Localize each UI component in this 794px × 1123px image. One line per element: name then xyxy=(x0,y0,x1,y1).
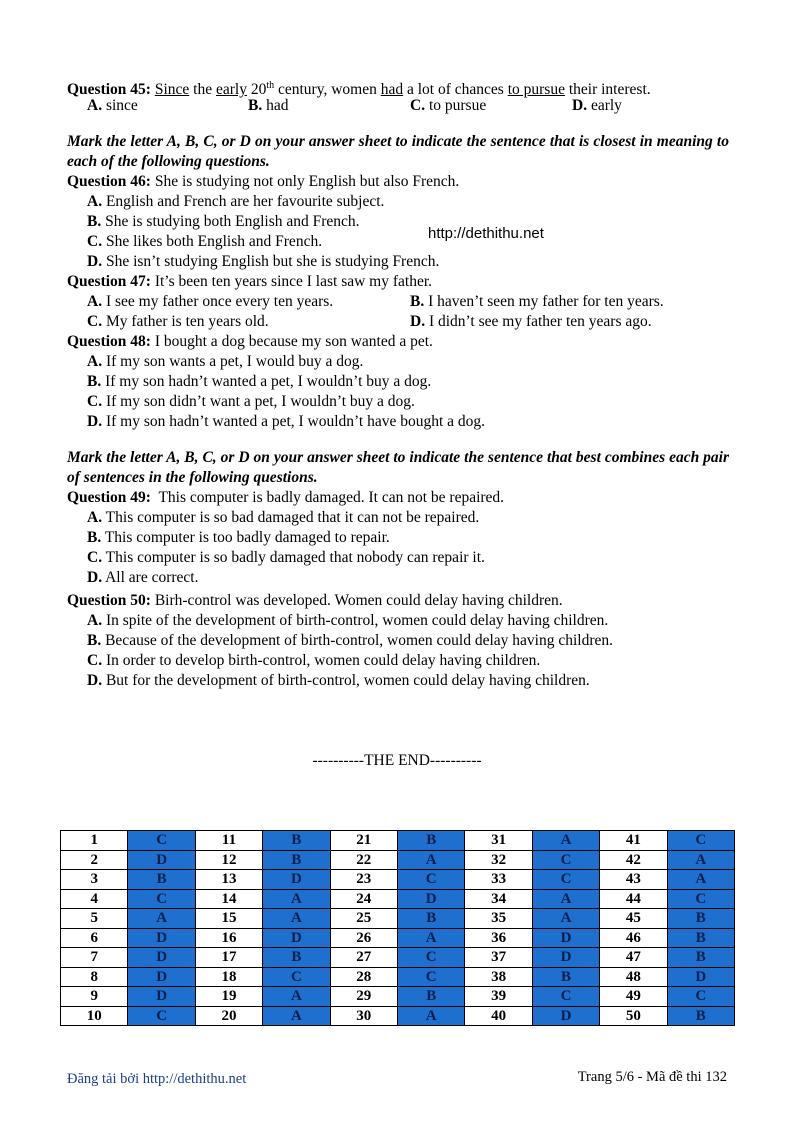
answer-letter-cell: C xyxy=(667,889,734,909)
option-text: D. early xyxy=(572,97,622,114)
option-c: C. If my son didn’t want a pet, I wouldn’t buy a dog. xyxy=(87,393,415,410)
question-number-cell: 33 xyxy=(465,870,532,890)
option-a: A. In spite of the development of birth-control, women could delay having children. xyxy=(87,612,609,629)
option-d xyxy=(572,96,622,116)
option-a: A. English and French are her favourite subject. xyxy=(87,193,385,210)
question-number-cell: 50 xyxy=(600,1006,667,1026)
answer-letter-cell: C xyxy=(263,967,330,987)
exam-page xyxy=(67,76,729,691)
question-number-cell: 10 xyxy=(61,1006,128,1026)
answer-letter-cell: A xyxy=(532,909,599,929)
option-a: A. I see my father once every ten years. xyxy=(87,293,334,310)
question-text: She is studying not only English but also French. xyxy=(150,173,460,190)
answer-letter-cell: C xyxy=(532,987,599,1007)
question-47 xyxy=(67,272,729,292)
question-number-cell: 32 xyxy=(465,850,532,870)
question-number-cell: 1 xyxy=(61,831,128,851)
answer-letter-cell: B xyxy=(398,909,465,929)
answer-row xyxy=(61,967,735,987)
answer-letter-cell: A xyxy=(532,831,599,851)
answer-letter-cell: C xyxy=(128,1006,195,1026)
question-number-cell: 13 xyxy=(195,870,262,890)
answer-letter-cell: C xyxy=(398,948,465,968)
question-text: century, women xyxy=(274,81,381,99)
question-number-cell: 2 xyxy=(61,850,128,870)
question-number-cell: 4 xyxy=(61,889,128,909)
answer-row xyxy=(61,850,735,870)
answer-letter-cell: D xyxy=(532,928,599,948)
question-number-cell: 8 xyxy=(61,967,128,987)
question-text: This computer is badly damaged. It can not be repaired. xyxy=(150,489,505,506)
question-number-cell: 16 xyxy=(195,928,262,948)
question-number-cell: 47 xyxy=(600,948,667,968)
answer-letter-cell: B xyxy=(398,831,465,851)
answer-key-table xyxy=(60,830,735,1026)
answer-letter-cell: A xyxy=(263,909,330,929)
question-45 xyxy=(67,76,729,99)
answer-letter-cell: B xyxy=(667,928,734,948)
option-a: A. If my son wants a pet, I would buy a dog. xyxy=(87,353,364,370)
question-text: I bought a dog because my son wanted a pet. xyxy=(150,333,433,350)
question-number-cell: 9 xyxy=(61,987,128,1007)
question-label: Question 47: xyxy=(67,273,151,290)
question-label: Question 49: xyxy=(67,489,151,506)
question-number-cell: 42 xyxy=(600,850,667,870)
answer-letter-cell: B xyxy=(263,831,330,851)
answer-letter-cell: B xyxy=(532,967,599,987)
answer-letter-cell: A xyxy=(263,987,330,1007)
question-number-cell: 29 xyxy=(330,987,397,1007)
answer-row xyxy=(61,948,735,968)
question-number-cell: 19 xyxy=(195,987,262,1007)
section-instruction: Mark the letter A, B, C, or D on your answer sheet to indicate the sentence that best combines each pair of sentences in the following questions. xyxy=(67,449,729,486)
answer-letter-cell: D xyxy=(128,967,195,987)
option-b: B. If my son hadn’t wanted a pet, I wouldn’t buy a dog. xyxy=(87,373,432,390)
question-number-cell: 38 xyxy=(465,967,532,987)
question-number-cell: 41 xyxy=(600,831,667,851)
answer-letter-cell: C xyxy=(398,870,465,890)
option-d: D. But for the development of birth-control, women could delay having children. xyxy=(87,672,590,689)
question-number-cell: 44 xyxy=(600,889,667,909)
underlined-word: to pursue xyxy=(507,81,565,99)
question-number-cell: 27 xyxy=(330,948,397,968)
answer-letter-cell: A xyxy=(667,850,734,870)
answer-letter-cell: A xyxy=(263,889,330,909)
question-number-cell: 26 xyxy=(330,928,397,948)
question-text: their interest. xyxy=(564,81,651,99)
answer-letter-cell: C xyxy=(128,831,195,851)
answer-letter-cell: B xyxy=(263,850,330,870)
question-number-cell: 45 xyxy=(600,909,667,929)
answer-row xyxy=(61,928,735,948)
answer-letter-cell: C xyxy=(532,850,599,870)
answer-letter-cell: D xyxy=(667,967,734,987)
question-number-cell: 22 xyxy=(330,850,397,870)
answer-letter-cell: D xyxy=(263,870,330,890)
option-d: D. She isn’t studying English but she is studying French. xyxy=(87,253,440,270)
answer-letter-cell: D xyxy=(532,1006,599,1026)
question-number-cell: 11 xyxy=(195,831,262,851)
the-end-marker: ----------THE END---------- xyxy=(312,752,482,769)
question-text: a lot of chances xyxy=(403,81,508,99)
question-number-cell: 23 xyxy=(330,870,397,890)
option-a xyxy=(87,96,248,116)
answer-row xyxy=(61,909,735,929)
question-number-cell: 14 xyxy=(195,889,262,909)
answer-letter-cell: A xyxy=(532,889,599,909)
answer-letter-cell: D xyxy=(532,948,599,968)
answer-letter-cell: B xyxy=(667,948,734,968)
option-c: C. My father is ten years old. xyxy=(87,313,269,330)
answer-row xyxy=(61,870,735,890)
answer-letter-cell: C xyxy=(532,870,599,890)
option-text: B. had xyxy=(248,97,289,114)
question-number-cell: 30 xyxy=(330,1006,397,1026)
answer-row xyxy=(61,987,735,1007)
answer-letter-cell: B xyxy=(667,1006,734,1026)
option-text: C. to pursue xyxy=(410,97,487,114)
question-number-cell: 36 xyxy=(465,928,532,948)
question-number-cell: 35 xyxy=(465,909,532,929)
question-text: 20 xyxy=(246,81,267,99)
answer-letter-cell: C xyxy=(667,831,734,851)
answer-letter-cell: C xyxy=(398,967,465,987)
question-number-cell: 7 xyxy=(61,948,128,968)
answer-letter-cell: D xyxy=(128,987,195,1007)
watermark-url: http://dethithu.net xyxy=(428,225,544,242)
question-number-cell: 46 xyxy=(600,928,667,948)
answer-letter-cell: A xyxy=(667,870,734,890)
underlined-word: had xyxy=(380,81,404,99)
option-a: A. This computer is so bad damaged that it can not be repaired. xyxy=(87,509,480,526)
question-50 xyxy=(67,591,729,611)
footer-page-info: Trang 5/6 - Mã đề thi 132 xyxy=(577,1069,727,1085)
answer-letter-cell: C xyxy=(128,889,195,909)
question-number-cell: 40 xyxy=(465,1006,532,1026)
answer-letter-cell: B xyxy=(667,909,734,929)
question-number-cell: 20 xyxy=(195,1006,262,1026)
option-b: B. She is studying both English and French. xyxy=(87,213,360,230)
answer-letter-cell: A xyxy=(398,928,465,948)
answer-letter-cell: A xyxy=(263,1006,330,1026)
option-b: B. I haven’t seen my father for ten years. xyxy=(410,293,664,310)
answer-letter-cell: D xyxy=(398,889,465,909)
answer-letter-cell: D xyxy=(128,928,195,948)
answer-letter-cell: D xyxy=(263,928,330,948)
question-number-cell: 21 xyxy=(330,831,397,851)
question-number-cell: 39 xyxy=(465,987,532,1007)
question-number-cell: 24 xyxy=(330,889,397,909)
question-label: Question 48: xyxy=(67,333,151,350)
question-number-cell: 3 xyxy=(61,870,128,890)
question-45-options xyxy=(67,96,729,116)
option-c: C. This computer is so badly damaged that nobody can repair it. xyxy=(87,549,485,566)
answer-letter-cell: D xyxy=(128,850,195,870)
question-number-cell: 37 xyxy=(465,948,532,968)
question-text: the xyxy=(189,81,216,99)
underlined-word: Since xyxy=(154,81,190,99)
question-number-cell: 5 xyxy=(61,909,128,929)
question-number-cell: 34 xyxy=(465,889,532,909)
option-c: C. She likes both English and French. xyxy=(87,233,323,250)
question-48 xyxy=(67,332,729,352)
answer-letter-cell: B xyxy=(263,948,330,968)
question-label: Question 46: xyxy=(67,173,151,190)
option-c: C. In order to develop birth-control, women could delay having children. xyxy=(87,652,541,669)
question-number-cell: 28 xyxy=(330,967,397,987)
question-label: Question 45: xyxy=(67,81,151,99)
question-number-cell: 25 xyxy=(330,909,397,929)
question-number-cell: 43 xyxy=(600,870,667,890)
option-d: D. If my son hadn’t wanted a pet, I wouldn’t have bought a dog. xyxy=(87,413,486,430)
question-text: Birh-control was developed. Women could delay having children. xyxy=(150,592,563,609)
question-46 xyxy=(67,172,729,192)
option-text: A. since xyxy=(87,97,138,114)
question-label: Question 50: xyxy=(67,592,151,609)
question-number-cell: 12 xyxy=(195,850,262,870)
answer-letter-cell: A xyxy=(128,909,195,929)
answer-letter-cell: B xyxy=(398,987,465,1007)
question-number-cell: 18 xyxy=(195,967,262,987)
section-instruction: Mark the letter A, B, C, or D on your answer sheet to indicate the sentence that is closest in meaning to each of the following questions. xyxy=(67,133,729,170)
question-number-cell: 49 xyxy=(600,987,667,1007)
option-d: D. All are correct. xyxy=(87,569,199,586)
question-number-cell: 6 xyxy=(61,928,128,948)
option-row xyxy=(67,312,729,332)
answer-row xyxy=(61,1006,735,1026)
answer-letter-cell: C xyxy=(667,987,734,1007)
option-d: D. I didn’t see my father ten years ago. xyxy=(410,313,652,330)
question-number-cell: 17 xyxy=(195,948,262,968)
superscript: th xyxy=(266,80,275,91)
question-number-cell: 15 xyxy=(195,909,262,929)
answer-letter-cell: A xyxy=(398,1006,465,1026)
answer-row xyxy=(61,889,735,909)
option-c xyxy=(410,96,572,116)
answer-row xyxy=(61,831,735,851)
answer-letter-cell: B xyxy=(128,870,195,890)
question-number-cell: 48 xyxy=(600,967,667,987)
answer-letter-cell: A xyxy=(398,850,465,870)
question-text: It’s been ten years since I last saw my father. xyxy=(150,273,433,290)
option-b: B. This computer is too badly damaged to repair. xyxy=(87,529,390,546)
question-49 xyxy=(67,488,729,508)
option-b xyxy=(248,96,410,116)
underlined-word: early xyxy=(215,81,247,99)
option-b: B. Because of the development of birth-control, women could delay having children. xyxy=(87,632,613,649)
footer-source: Đăng tải bởi http://dethithu.net xyxy=(67,1071,247,1087)
question-number-cell: 31 xyxy=(465,831,532,851)
answer-letter-cell: D xyxy=(128,948,195,968)
option-row xyxy=(67,292,729,312)
